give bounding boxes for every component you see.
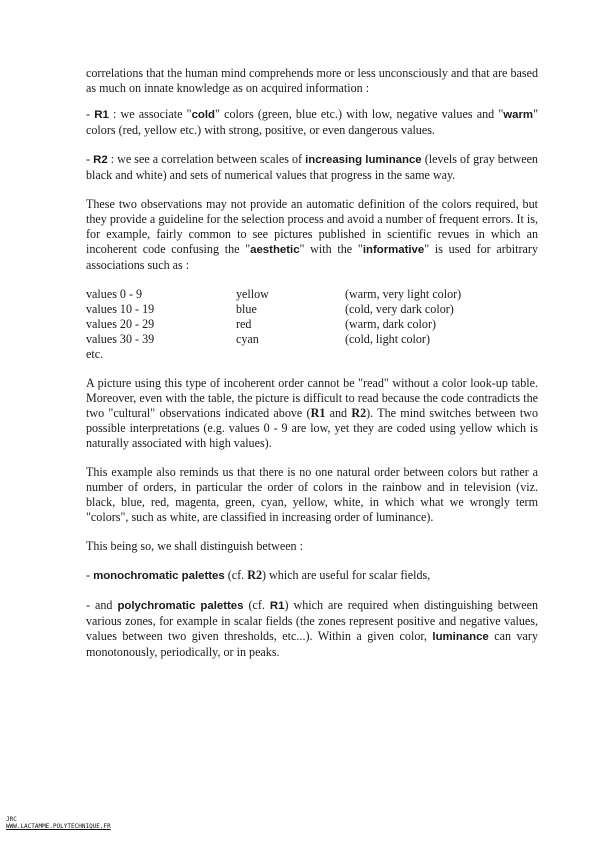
color-name: yellow bbox=[236, 287, 269, 301]
r1-paragraph bbox=[86, 107, 538, 138]
document-page bbox=[86, 66, 538, 674]
color-name: red bbox=[236, 317, 252, 331]
obs-text-2: " with the " bbox=[299, 242, 363, 256]
mono-dash: - bbox=[86, 568, 94, 582]
poly-text-3: can vary monotonously, periodically, or in peaks. bbox=[86, 629, 538, 659]
monochromatic-paragraph bbox=[86, 568, 538, 584]
footer-tag: JRC bbox=[6, 816, 17, 823]
intro-paragraph: correlations that the human mind comprehends more or less unconsciously and that are based as much on innate knowledge as on acquired information : bbox=[86, 66, 538, 95]
color-note: (cold, light color) bbox=[345, 332, 430, 346]
r2-increasing-luminance: increasing luminance bbox=[305, 154, 422, 166]
inc-text-2: and bbox=[325, 406, 352, 420]
poly-dash: - and bbox=[86, 598, 118, 612]
r2-text-1: : we see a correlation between scales of bbox=[107, 152, 306, 166]
color-note: (warm, very light color) bbox=[345, 287, 462, 301]
poly-r1: R1 bbox=[269, 600, 285, 612]
inc-r1: R1 bbox=[310, 406, 326, 420]
color-note: (warm, dark color) bbox=[345, 317, 436, 331]
mono-text-1: (cf. bbox=[224, 568, 248, 582]
obs-text-1: These two observations may not provide an automatic definition of the colors required, but they provide a guideline for the selection process and avoid a number of frequent errors. It is, for example, fairly common to see pictures published in scientific revues in which an incoherent code confusing the " bbox=[86, 197, 538, 256]
r1-label: R1 bbox=[94, 109, 109, 121]
value-range: values 30 - 39 bbox=[86, 332, 155, 346]
r2-label: R2 bbox=[93, 154, 108, 166]
table-row bbox=[86, 287, 538, 302]
obs-text-3: " is used for arbitrary associations such as : bbox=[86, 242, 538, 272]
incoherent-paragraph bbox=[86, 376, 538, 451]
table-row bbox=[86, 332, 538, 347]
page-footer bbox=[6, 816, 111, 830]
color-name: cyan bbox=[236, 332, 259, 346]
value-range: values 20 - 29 bbox=[86, 317, 155, 331]
r1-text-3: " colors (red, yellow etc.) with strong, positive, or even dangerous values. bbox=[86, 107, 538, 137]
obs-informative: informative bbox=[362, 244, 425, 256]
r1-text-2: " colors (green, blue etc.) with low, negative values and " bbox=[214, 107, 504, 121]
mono-text-2: ) which are useful for scalar fields, bbox=[262, 568, 431, 582]
distinguish-paragraph: This being so, we shall distinguish between : bbox=[86, 539, 303, 553]
r2-dash: - bbox=[86, 152, 94, 166]
obs-aesthetic: aesthetic bbox=[250, 244, 300, 256]
r1-cold: cold bbox=[191, 109, 215, 121]
mono-palettes: monochromatic palettes bbox=[93, 570, 225, 582]
observations-paragraph bbox=[86, 197, 538, 273]
value-range: values 0 - 9 bbox=[86, 287, 143, 301]
polychromatic-paragraph bbox=[86, 598, 538, 660]
table-row bbox=[86, 317, 538, 332]
inc-text-1: A picture using this type of incoherent order cannot be "read" without a color look-up table. Moreover, even with the table, the picture is difficult to read because the code contradicts the two "cultural" observations indicated above ( bbox=[86, 376, 538, 420]
poly-luminance: luminance bbox=[432, 631, 489, 643]
value-range: values 10 - 19 bbox=[86, 302, 155, 316]
footer-url[interactable]: WWW.LACTAMME.POLYTECHNIQUE.FR bbox=[6, 823, 111, 830]
poly-text-1: (cf. bbox=[243, 598, 270, 612]
color-note: (cold, very dark color) bbox=[345, 302, 454, 316]
table-etc: etc. bbox=[86, 347, 104, 361]
mono-r2: R2 bbox=[247, 568, 262, 582]
r1-dash: - bbox=[86, 107, 95, 121]
poly-palettes: polychromatic palettes bbox=[117, 600, 244, 612]
r1-text-1: : we associate " bbox=[108, 107, 192, 121]
poly-text-2: ) which are required when distinguishing between various zones, for example in scalar fields (the zones represent positive and negative values, values between two given thresholds, etc...). Within a given color, bbox=[86, 598, 538, 643]
inc-text-3: ). The mind switches between two possible interpretations (e.g. values 0 - 9 are low, yet they are coded using yellow which is naturally associated with high values). bbox=[86, 406, 538, 450]
r1-warm: warm bbox=[503, 109, 534, 121]
value-color-table bbox=[86, 287, 538, 362]
natural-order-paragraph: This example also reminds us that there is no one natural order between colors but rather a number of orders, in particular the order of colors in the rainbow and in television (viz. black, blue, red, magenta, green, cyan, yellow, white, in which what we wrongly term "colors", such as white, are classified in increasing order of luminance). bbox=[86, 465, 538, 524]
table-row-etc bbox=[86, 347, 538, 362]
color-name: blue bbox=[236, 302, 257, 316]
inc-r2: R2 bbox=[351, 406, 367, 420]
r2-text-2: (levels of gray between black and white) and sets of numerical values that progress in the same way. bbox=[86, 152, 538, 182]
table-row bbox=[86, 302, 538, 317]
r2-paragraph bbox=[86, 152, 538, 183]
